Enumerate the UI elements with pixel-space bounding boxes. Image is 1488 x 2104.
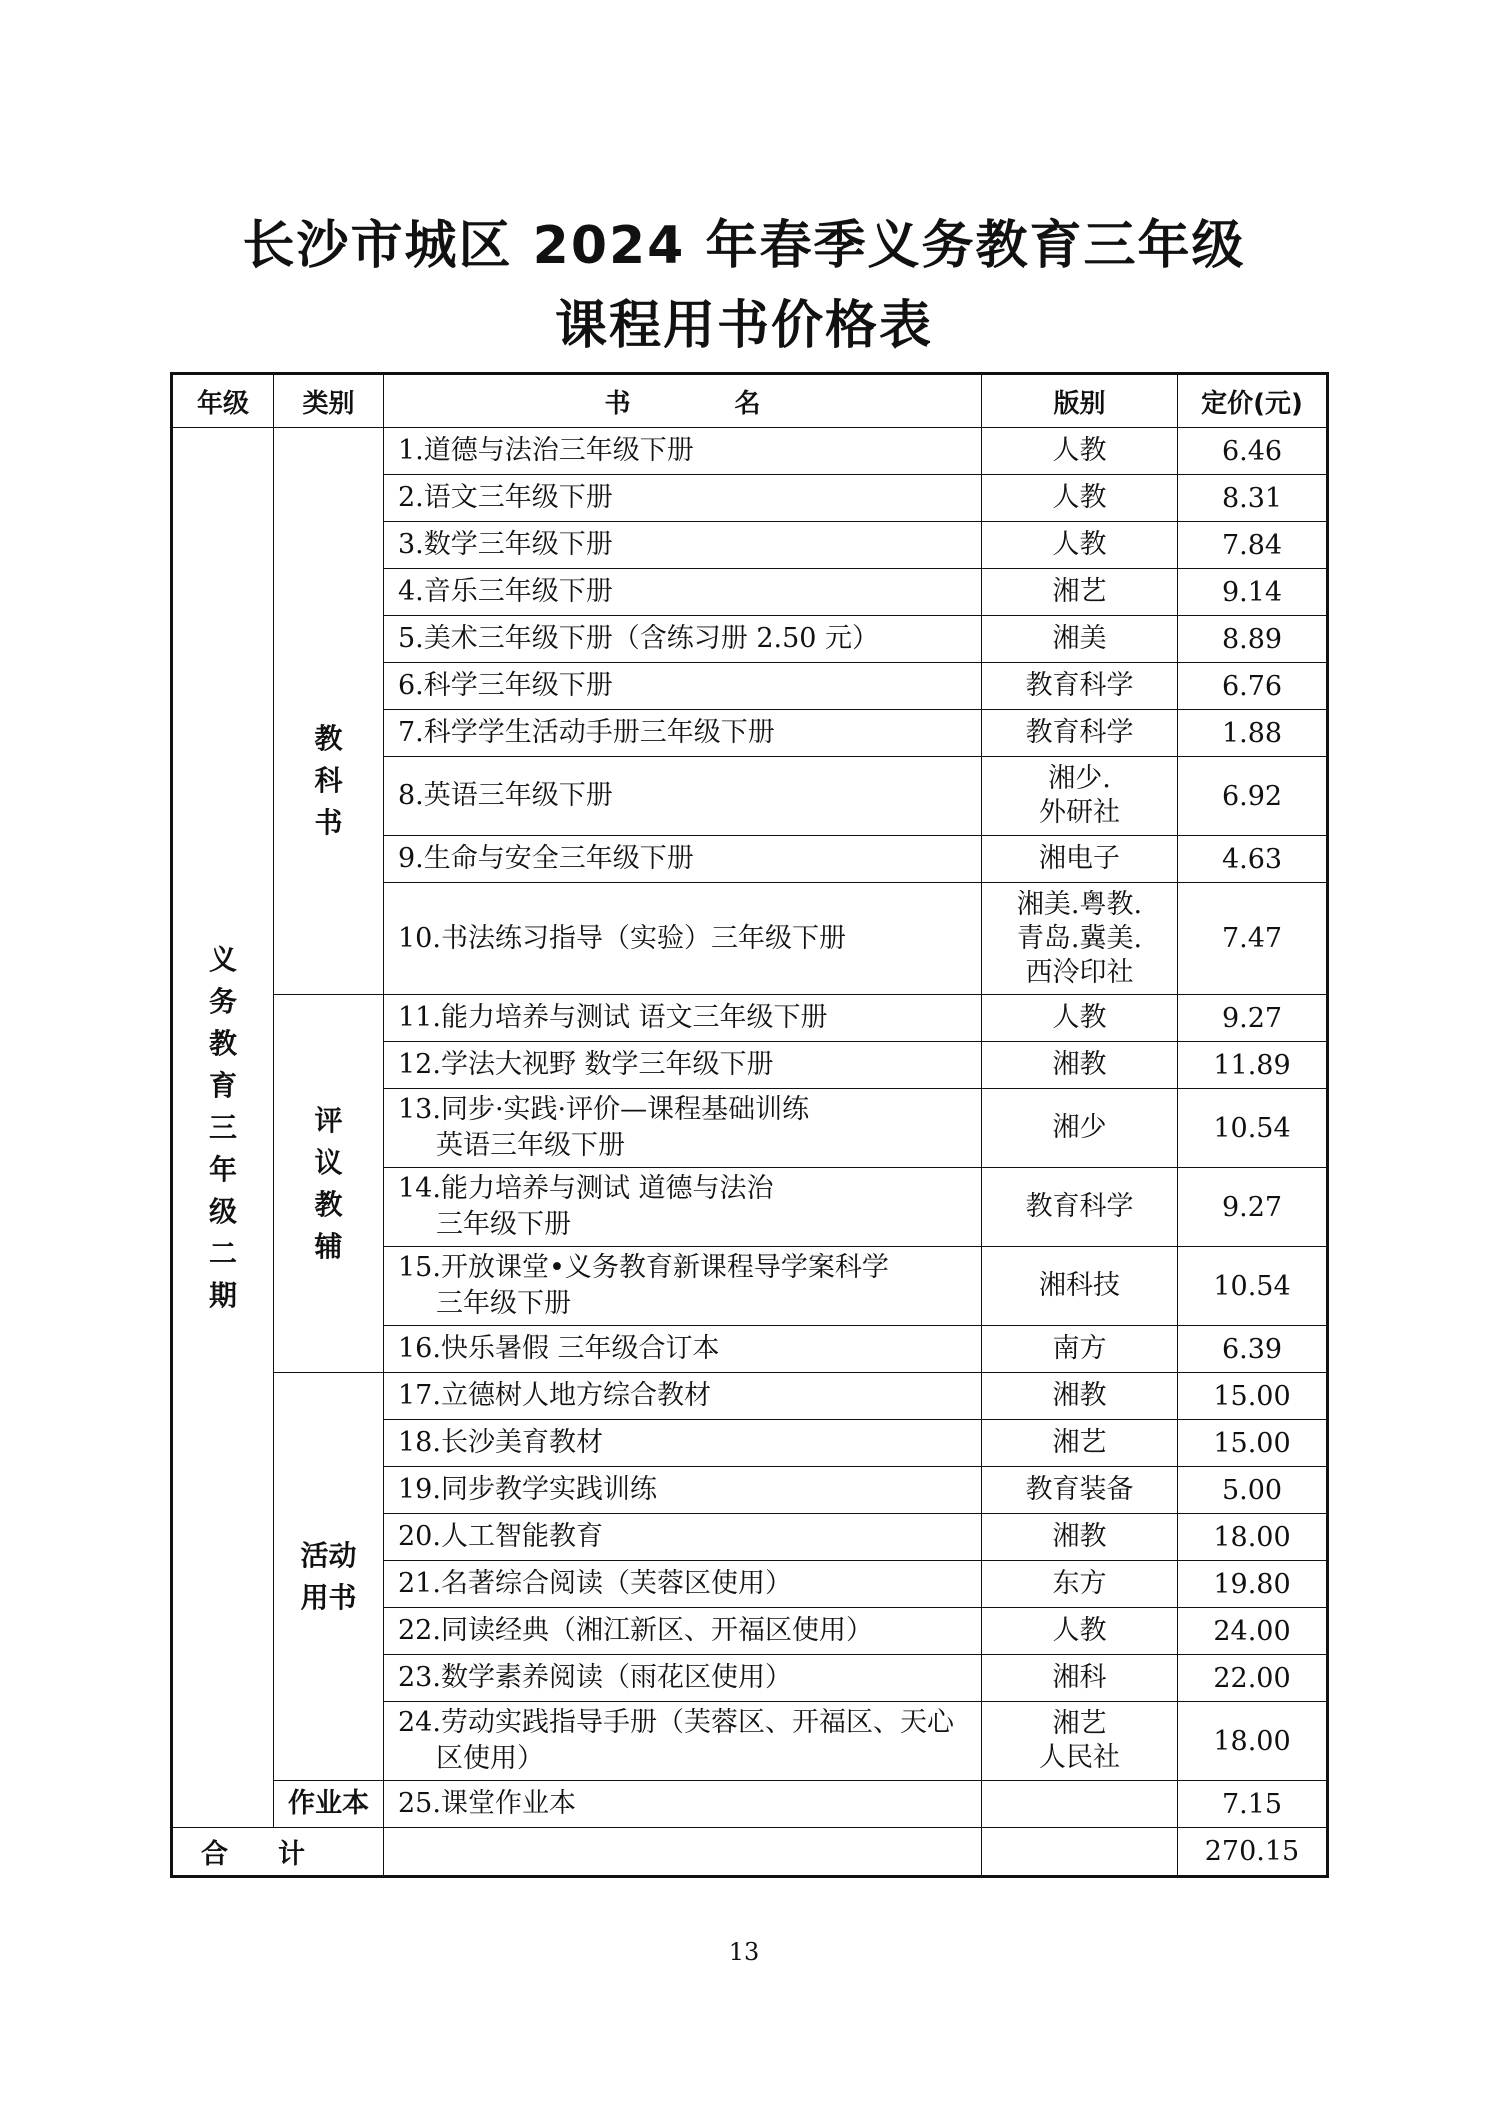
book-name-line: 13.同步·实践·评价—课程基础训练 <box>398 1094 810 1125</box>
category-review-char: 辅 <box>314 1229 343 1263</box>
price-cell: 6.92 <box>1178 757 1328 836</box>
book-name-line: 24.劳动实践指导手册（芙蓉区、开福区、天心 <box>398 1707 954 1738</box>
edition-line: 湘美 <box>1052 623 1107 654</box>
book-name-cell <box>384 522 982 569</box>
category-activity-char: 活动 <box>300 1538 357 1572</box>
edition-line: 人教 <box>1052 435 1107 466</box>
edition-cell <box>982 1561 1178 1608</box>
book-name-cell <box>384 1561 982 1608</box>
book-name-cell <box>384 1042 982 1089</box>
book-name-cell <box>384 1514 982 1561</box>
book-name-cell <box>384 836 982 883</box>
book-name-cell <box>384 1781 982 1828</box>
edition-cell <box>982 836 1178 883</box>
price-cell: 7.84 <box>1178 522 1328 569</box>
edition-cell <box>982 1608 1178 1655</box>
book-name-line: 1.道德与法治三年级下册 <box>398 435 694 466</box>
edition-cell <box>982 522 1178 569</box>
edition-line: 人教 <box>1052 529 1107 560</box>
edition-cell <box>982 1168 1178 1247</box>
edition-cell <box>982 995 1178 1042</box>
total-row <box>172 1828 1328 1877</box>
book-name-line: 5.美术三年级下册（含练习册 2.50 元） <box>398 623 880 654</box>
category-review-char: 议 <box>314 1145 343 1179</box>
category-textbook-char: 教 <box>314 722 343 755</box>
book-name-cell <box>384 428 982 475</box>
table-row <box>172 428 1328 475</box>
edition-cell <box>982 883 1178 995</box>
edition-line: 湘少. <box>1048 763 1111 794</box>
price-cell: 18.00 <box>1178 1702 1328 1781</box>
edition-cell <box>982 1467 1178 1514</box>
table-row <box>172 1781 1328 1828</box>
book-name-cell <box>384 1420 982 1467</box>
book-name-line: 17.立德树人地方综合教材 <box>398 1380 711 1411</box>
book-name-line: 3.数学三年级下册 <box>398 529 613 560</box>
book-name-cell <box>384 616 982 663</box>
price-cell: 7.47 <box>1178 883 1328 995</box>
grade-cell-char: 年 <box>208 1152 237 1186</box>
header-price: 定价(元) <box>1178 374 1328 428</box>
header-category: 类别 <box>274 374 384 428</box>
edition-cell <box>982 428 1178 475</box>
price-cell: 15.00 <box>1178 1373 1328 1420</box>
grade-cell-char: 二 <box>208 1236 237 1270</box>
price-cell: 22.00 <box>1178 1655 1328 1702</box>
edition-line: 南方 <box>1052 1333 1107 1364</box>
edition-line: 东方 <box>1052 1568 1107 1599</box>
book-name-line: 英语三年级下册 <box>436 1130 625 1161</box>
total-empty-edition <box>982 1828 1178 1877</box>
book-name-line: 2.语文三年级下册 <box>398 482 613 513</box>
edition-line: 湘艺 <box>1052 1427 1107 1458</box>
total-value: 270.15 <box>1178 1828 1328 1877</box>
total-label: 合计 <box>172 1828 384 1877</box>
price-cell: 9.27 <box>1178 1168 1328 1247</box>
book-name-cell <box>384 757 982 836</box>
price-cell: 24.00 <box>1178 1608 1328 1655</box>
edition-line: 湘少 <box>1052 1112 1107 1143</box>
price-cell: 8.89 <box>1178 616 1328 663</box>
edition-cell <box>982 1326 1178 1373</box>
edition-cell <box>982 1420 1178 1467</box>
price-cell: 11.89 <box>1178 1042 1328 1089</box>
book-name-line: 8.英语三年级下册 <box>398 780 613 811</box>
book-name-line: 三年级下册 <box>436 1288 571 1319</box>
book-name-line: 12.学法大视野 数学三年级下册 <box>398 1049 774 1080</box>
table-header-row <box>172 374 1328 428</box>
price-cell: 19.80 <box>1178 1561 1328 1608</box>
book-name-cell <box>384 1702 982 1781</box>
edition-cell <box>982 663 1178 710</box>
price-cell: 6.46 <box>1178 428 1328 475</box>
grade-cell-char: 级 <box>208 1194 237 1228</box>
edition-line: 湘教 <box>1052 1049 1107 1080</box>
book-name-cell <box>384 1655 982 1702</box>
book-name-line: 9.生命与安全三年级下册 <box>398 843 694 874</box>
book-name-cell <box>384 1608 982 1655</box>
price-cell: 10.54 <box>1178 1247 1328 1326</box>
edition-line: 人教 <box>1052 1615 1107 1646</box>
total-empty-name <box>384 1828 982 1877</box>
book-name-cell <box>384 1373 982 1420</box>
book-name-line: 三年级下册 <box>436 1209 571 1240</box>
edition-line: 湘科技 <box>1039 1270 1120 1301</box>
book-name-cell <box>384 1168 982 1247</box>
book-name-cell <box>384 1247 982 1326</box>
price-cell: 6.76 <box>1178 663 1328 710</box>
edition-cell <box>982 1514 1178 1561</box>
book-name-line: 10.书法练习指导（实验）三年级下册 <box>398 922 846 954</box>
book-name-cell <box>384 569 982 616</box>
edition-line: 湘科 <box>1052 1662 1107 1693</box>
category-textbook <box>274 428 384 995</box>
book-name-line: 6.科学三年级下册 <box>398 670 613 701</box>
edition-cell <box>982 1655 1178 1702</box>
edition-cell <box>982 1089 1178 1168</box>
edition-cell <box>982 1781 1178 1828</box>
book-name-line: 14.能力培养与测试 道德与法治 <box>398 1173 774 1204</box>
category-homework: 作业本 <box>274 1781 384 1828</box>
grade-cell-char: 务 <box>208 984 237 1018</box>
edition-line: 湘电子 <box>1039 843 1120 874</box>
category-activity <box>274 1373 384 1781</box>
page-title: 长沙市城区 2024 年春季义务教育三年级 <box>242 216 1246 276</box>
edition-line: 人教 <box>1052 1002 1107 1033</box>
price-cell: 10.54 <box>1178 1089 1328 1168</box>
category-textbook-char: 科 <box>314 764 343 797</box>
price-cell: 5.00 <box>1178 1467 1328 1514</box>
page-subtitle: 课程用书价格表 <box>554 296 933 356</box>
category-review-char: 评 <box>314 1103 343 1137</box>
header-grade: 年级 <box>172 374 274 428</box>
header-edition: 版别 <box>982 374 1178 428</box>
page-number: 13 <box>728 1938 760 1966</box>
edition-cell <box>982 1373 1178 1420</box>
edition-line: 湘艺 <box>1052 1708 1107 1739</box>
table-body <box>172 428 1328 1877</box>
book-name-cell <box>384 710 982 757</box>
book-name-cell <box>384 1326 982 1373</box>
book-name-cell <box>384 663 982 710</box>
table-row <box>172 1373 1328 1420</box>
book-name-line: 25.课堂作业本 <box>398 1788 576 1819</box>
category-textbook-char: 书 <box>314 806 343 839</box>
edition-line: 人民社 <box>1039 1742 1120 1773</box>
category-activity-char: 用书 <box>300 1580 357 1614</box>
price-cell: 4.63 <box>1178 836 1328 883</box>
book-name-line: 18.长沙美育教材 <box>398 1427 603 1458</box>
edition-line: 湘艺 <box>1052 576 1107 607</box>
book-name-line: 19.同步教学实践训练 <box>398 1474 657 1505</box>
edition-cell <box>982 757 1178 836</box>
grade-cell-char: 育 <box>208 1068 237 1102</box>
price-cell: 9.27 <box>1178 995 1328 1042</box>
edition-cell <box>982 1702 1178 1781</box>
edition-line: 湘美.粤教. <box>1016 888 1143 920</box>
price-cell: 8.31 <box>1178 475 1328 522</box>
price-cell: 15.00 <box>1178 1420 1328 1467</box>
price-cell: 7.15 <box>1178 1781 1328 1828</box>
book-name-line: 11.能力培养与测试 语文三年级下册 <box>398 1002 828 1033</box>
price-cell: 18.00 <box>1178 1514 1328 1561</box>
book-name-cell <box>384 995 982 1042</box>
category-review <box>274 995 384 1373</box>
edition-line: 西泠印社 <box>1025 956 1134 988</box>
edition-line: 湘教 <box>1052 1380 1107 1411</box>
book-name-cell <box>384 883 982 995</box>
book-name-line: 16.快乐暑假 三年级合订本 <box>398 1333 720 1364</box>
book-name-cell <box>384 475 982 522</box>
grade-cell <box>172 428 274 1828</box>
book-name-line: 7.科学学生活动手册三年级下册 <box>398 717 775 748</box>
book-name-line: 21.名著综合阅读（芙蓉区使用） <box>398 1568 792 1599</box>
category-review-char: 教 <box>314 1187 343 1221</box>
edition-line: 教育装备 <box>1025 1474 1134 1505</box>
grade-cell-char: 教 <box>208 1026 237 1060</box>
edition-cell <box>982 710 1178 757</box>
table-row <box>172 995 1328 1042</box>
edition-cell <box>982 1247 1178 1326</box>
edition-line: 教育科学 <box>1025 1191 1134 1222</box>
edition-line: 青岛.冀美. <box>1016 922 1143 954</box>
edition-line: 湘教 <box>1052 1521 1107 1552</box>
edition-line: 教育科学 <box>1025 670 1134 701</box>
edition-line: 教育科学 <box>1025 717 1134 748</box>
book-name-line: 20.人工智能教育 <box>398 1521 603 1552</box>
header-book-name: 书 名 <box>384 374 982 428</box>
price-cell: 9.14 <box>1178 569 1328 616</box>
edition-cell <box>982 1042 1178 1089</box>
book-name-cell <box>384 1089 982 1168</box>
book-name-line: 15.开放课堂•义务教育新课程导学案科学 <box>398 1252 889 1283</box>
price-table <box>170 372 1329 1878</box>
price-cell: 6.39 <box>1178 1326 1328 1373</box>
book-name-line: 4.音乐三年级下册 <box>398 576 613 607</box>
grade-cell-char: 义 <box>208 942 237 976</box>
book-name-cell <box>384 1467 982 1514</box>
grade-cell-char: 期 <box>208 1278 237 1312</box>
edition-cell <box>982 616 1178 663</box>
book-name-line: 23.数学素养阅读（雨花区使用） <box>398 1662 792 1693</box>
book-name-line: 区使用） <box>436 1743 544 1774</box>
grade-cell-char: 三 <box>208 1110 237 1144</box>
book-name-line: 22.同读经典（湘江新区、开福区使用） <box>398 1615 873 1646</box>
edition-line: 外研社 <box>1039 797 1120 828</box>
edition-cell <box>982 475 1178 522</box>
price-cell: 1.88 <box>1178 710 1328 757</box>
edition-cell <box>982 569 1178 616</box>
edition-line: 人教 <box>1052 482 1107 513</box>
